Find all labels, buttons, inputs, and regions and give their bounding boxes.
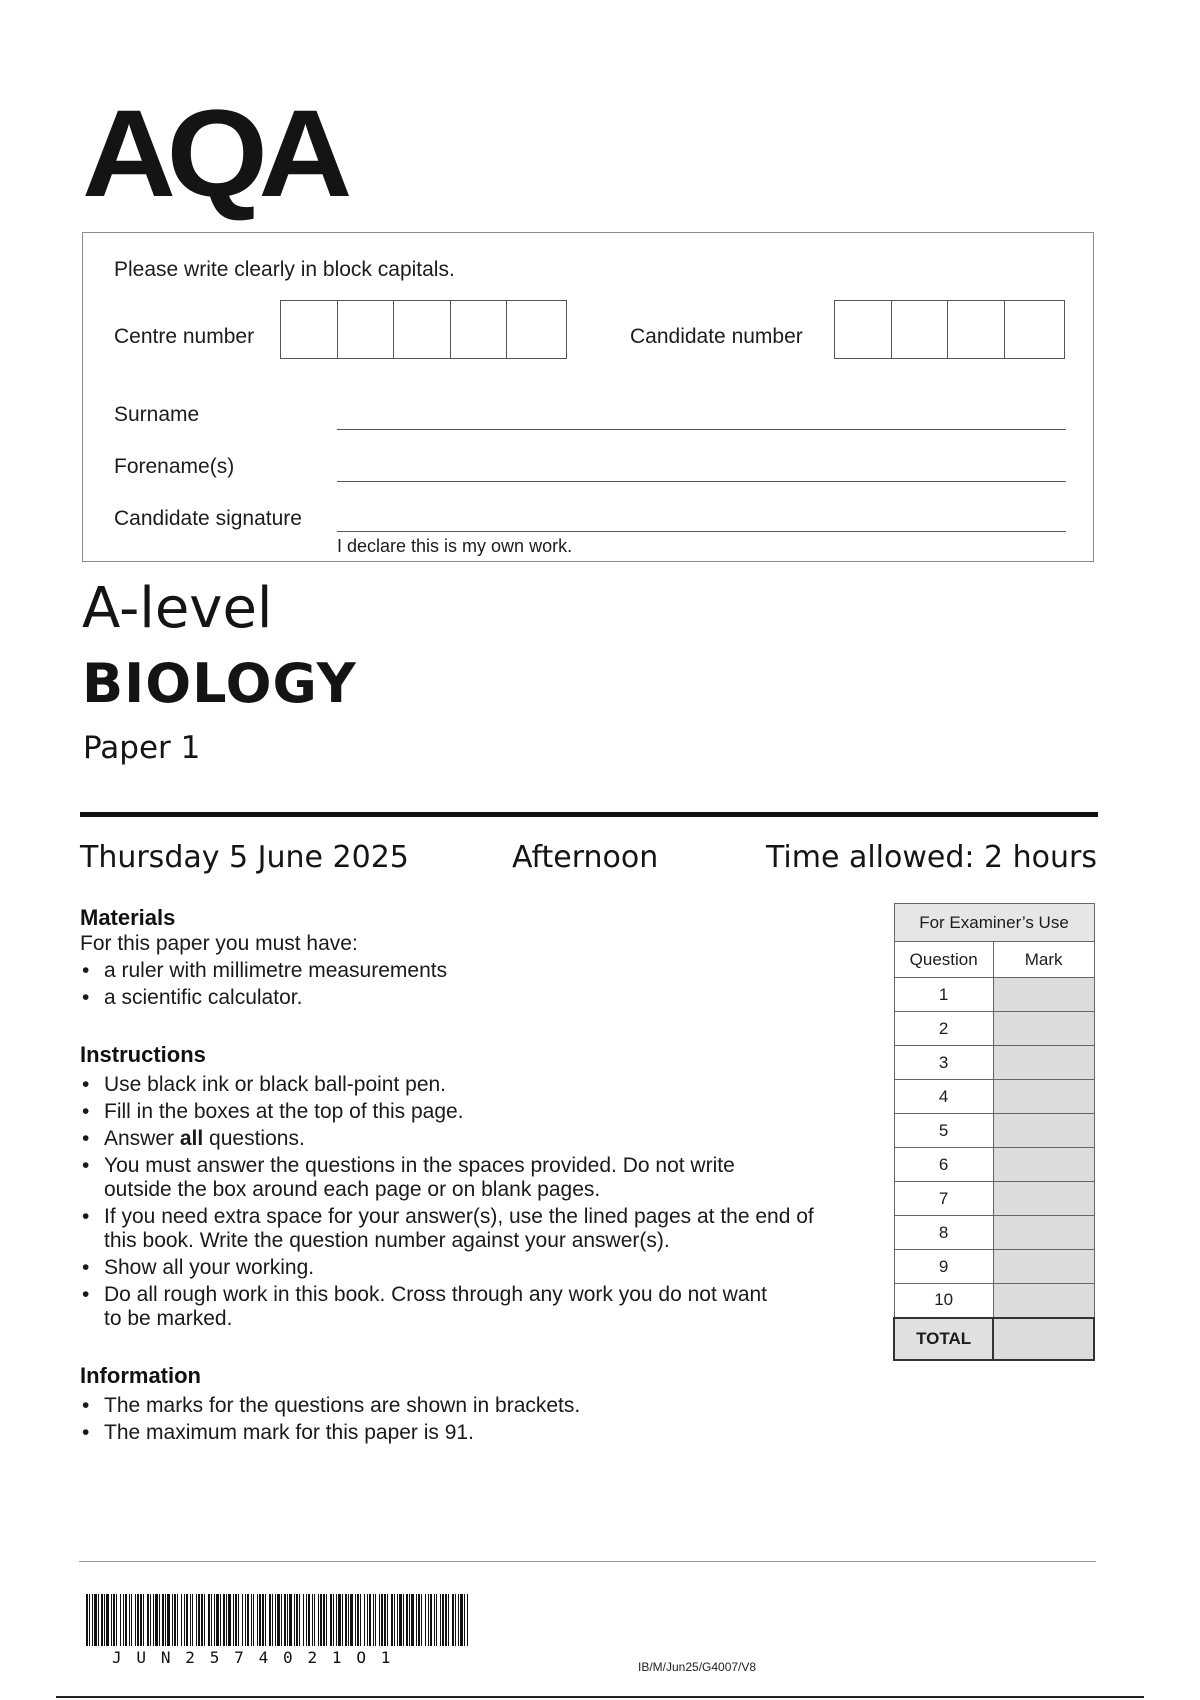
barcode-bar: [364, 1594, 365, 1646]
barcode-bar: [375, 1594, 376, 1646]
barcode-bar: [323, 1594, 325, 1646]
candidate-number-boxes[interactable]: [834, 300, 1065, 359]
mark-cell: [993, 1182, 1094, 1216]
information-section: [80, 1363, 880, 1448]
barcode-bar: [421, 1594, 422, 1646]
mark-cell: [993, 1012, 1094, 1046]
barcode-bar: [147, 1594, 149, 1646]
exam-session: Afternoon: [512, 840, 659, 875]
mark-column-header: Mark: [993, 942, 1094, 978]
barcode-bar: [165, 1594, 166, 1646]
examiner-use-table: [893, 903, 1095, 1361]
barcode-graphic: [86, 1594, 468, 1650]
barcode-bar: [226, 1594, 227, 1646]
time-allowed: Time allowed: 2 hours: [765, 840, 1097, 875]
barcode-bar: [272, 1594, 273, 1646]
barcode-bar: [155, 1594, 158, 1646]
list-item-text: questions.: [203, 1127, 305, 1150]
materials-list: [80, 959, 880, 1010]
barcode-bar: [204, 1594, 205, 1646]
table-row: [894, 1182, 1094, 1216]
surname-label: Surname: [114, 403, 200, 426]
barcode-bar: [430, 1594, 432, 1646]
list-item-line: Do all rough work in this book. Cross through any work you do not want: [104, 1283, 768, 1306]
list-item: [80, 1205, 880, 1253]
list-item: • a ruler with millimetre measurements: [80, 959, 880, 983]
barcode-bar: [320, 1594, 322, 1646]
barcode-bar: [275, 1594, 276, 1646]
table-row: [894, 1080, 1094, 1114]
subject-title: BIOLOGY: [82, 652, 357, 715]
barcode-bar: [318, 1594, 319, 1646]
mark-cell: [993, 1046, 1094, 1080]
mark-cell: [993, 1080, 1094, 1114]
aqa-logo: AQA: [82, 85, 343, 223]
barcode-bar: [235, 1594, 237, 1646]
mark-cell: [993, 978, 1094, 1012]
barcode-bar: [409, 1594, 410, 1646]
question-number: 2: [894, 1012, 993, 1046]
footer-divider: [79, 1561, 1096, 1562]
barcode-digits: JUN2574021O1: [112, 1648, 406, 1667]
forenames-label: Forename(s): [114, 455, 235, 478]
barcode-bar: [153, 1594, 154, 1646]
list-item: [80, 1127, 880, 1151]
barcode-bar: [162, 1594, 164, 1646]
barcode-bar: [259, 1594, 261, 1646]
barcode-bar: [186, 1594, 188, 1646]
barcode-bar: [184, 1594, 185, 1646]
barcode-bar: [113, 1594, 115, 1646]
barcode-bar: [216, 1594, 219, 1646]
barcode-bar: [303, 1594, 304, 1646]
barcode-bar: [181, 1594, 182, 1646]
candidate-details-box: [82, 232, 1094, 562]
barcode-bar: [460, 1594, 463, 1646]
list-item-line: outside the box around each page or on blank pages.: [104, 1178, 601, 1201]
barcode-bar: [338, 1594, 341, 1646]
barcode-bar: [445, 1594, 447, 1646]
declaration-text: I declare this is my own work.: [337, 536, 573, 556]
barcode-bar: [281, 1594, 282, 1646]
barcode-bar: [355, 1594, 356, 1646]
barcode-bar: [284, 1594, 286, 1646]
list-item-line: to be marked.: [104, 1307, 233, 1330]
barcode-bar: [98, 1594, 99, 1646]
barcode-bar: [391, 1594, 393, 1646]
barcode-bar: [143, 1594, 144, 1646]
barcode-bar: [196, 1594, 197, 1646]
list-item: • The maximum mark for this paper is 91.: [80, 1421, 880, 1445]
signature-line[interactable]: [337, 531, 1066, 532]
question-number: 8: [894, 1216, 993, 1250]
barcode-bar: [140, 1594, 142, 1646]
barcode-bar: [198, 1594, 200, 1646]
list-item: • Use black ink or black ball-point pen.: [80, 1073, 880, 1097]
barcode-bar: [348, 1594, 349, 1646]
barcode-bar: [360, 1594, 361, 1646]
barcode-bar: [330, 1594, 332, 1646]
barcode-bar: [214, 1594, 215, 1646]
centre-number-label: Centre number: [114, 325, 255, 348]
barcode-bar: [192, 1594, 193, 1646]
materials-intro: For this paper you must have:: [80, 932, 358, 955]
barcode-bar: [294, 1594, 295, 1646]
barcode-bar: [177, 1594, 178, 1646]
barcode-bar: [425, 1594, 426, 1646]
mark-cell: [993, 1114, 1094, 1148]
instructions-list: [80, 1073, 880, 1331]
barcode-bar: [442, 1594, 444, 1646]
question-number: 9: [894, 1250, 993, 1284]
mark-cell: [993, 1250, 1094, 1284]
list-item: [80, 1154, 880, 1202]
information-heading: Information: [80, 1363, 201, 1388]
barcode-bar: [174, 1594, 176, 1646]
paper-number: Paper 1: [83, 730, 201, 766]
barcode-bar: [228, 1594, 231, 1646]
block-capitals-instruction: Please write clearly in block capitals.: [114, 258, 455, 281]
total-label: TOTAL: [894, 1318, 993, 1360]
centre-number-digit-box[interactable]: [394, 301, 451, 358]
barcode-bar: [245, 1594, 246, 1646]
instructions-section: [80, 1042, 880, 1334]
barcode-bar: [159, 1594, 160, 1646]
barcode-bar: [89, 1594, 90, 1646]
barcode-bar: [131, 1594, 132, 1646]
total-mark-cell: [993, 1318, 1094, 1360]
barcode-bar: [289, 1594, 292, 1646]
barcode-bar: [387, 1594, 388, 1646]
barcode-bar: [336, 1594, 337, 1646]
barcode-bar: [223, 1594, 225, 1646]
barcode-bar: [357, 1594, 359, 1646]
question-number: 4: [894, 1080, 993, 1114]
barcode-bar: [251, 1594, 252, 1646]
emphasis-all: all: [179, 1127, 204, 1150]
list-item: • Show all your working.: [80, 1256, 880, 1280]
barcode-bar: [428, 1594, 429, 1646]
list-item: [80, 1283, 880, 1331]
mark-cell: [993, 1148, 1094, 1182]
barcode-bar: [129, 1594, 130, 1646]
surname-line[interactable]: [337, 429, 1066, 430]
barcode-bar: [455, 1594, 456, 1646]
barcode-bar: [369, 1594, 371, 1646]
barcode-bar: [242, 1594, 243, 1646]
question-number: 6: [894, 1148, 993, 1182]
barcode-bar: [238, 1594, 239, 1646]
barcode-bar: [299, 1594, 300, 1646]
barcode-bar: [399, 1594, 402, 1646]
question-column-header: Question: [894, 942, 993, 978]
list-item: • The marks for the questions are shown in brackets.: [80, 1394, 880, 1418]
barcode-bar: [406, 1594, 408, 1646]
barcode-bar: [172, 1594, 173, 1646]
barcode-bar: [436, 1594, 437, 1646]
centre-number-boxes[interactable]: [280, 300, 567, 359]
barcode-bar: [94, 1594, 97, 1646]
table-row: [894, 1114, 1094, 1148]
signature-label: Candidate signature: [114, 507, 302, 530]
barcode-bar: [116, 1594, 117, 1646]
table-row: [894, 978, 1094, 1012]
barcode-bar: [211, 1594, 212, 1646]
barcode-bar: [201, 1594, 203, 1646]
list-item-line: You must answer the questions in the spaces provided. Do not write: [104, 1154, 735, 1177]
barcode-bar: [384, 1594, 386, 1646]
barcode-bar: [123, 1594, 124, 1646]
barcode-bar: [120, 1594, 121, 1646]
list-item-line: If you need extra space for your answer(s), use the lined pages at the end of: [104, 1205, 814, 1228]
information-list: [80, 1394, 880, 1445]
barcode-bar: [394, 1594, 395, 1646]
barcode-bar: [416, 1594, 417, 1646]
candidate-number-digit-box[interactable]: [892, 301, 949, 358]
exam-date: Thursday 5 June 2025: [80, 840, 409, 875]
table-row: [894, 1148, 1094, 1182]
barcode-bar: [306, 1594, 307, 1646]
materials-heading: Materials: [80, 905, 176, 930]
barcode-bar: [312, 1594, 313, 1646]
barcode-bar: [111, 1594, 112, 1646]
table-row: [894, 1250, 1094, 1284]
barcode-bar: [397, 1594, 398, 1646]
barcode-bar: [233, 1594, 234, 1646]
question-number: 1: [894, 978, 993, 1012]
barcode-bar: [106, 1594, 109, 1646]
barcode-bar: [92, 1594, 93, 1646]
barcode-bar: [350, 1594, 353, 1646]
barcode-bar: [220, 1594, 221, 1646]
table-row: [894, 1046, 1094, 1080]
question-number: 5: [894, 1114, 993, 1148]
barcode-bar: [367, 1594, 368, 1646]
page-bottom-rule: [56, 1696, 1144, 1698]
materials-section: [80, 905, 880, 1013]
table-row: [894, 1012, 1094, 1046]
barcode-bar: [434, 1594, 435, 1646]
barcode-bar: [125, 1594, 127, 1646]
barcode-bar: [247, 1594, 249, 1646]
barcode-bar: [418, 1594, 420, 1646]
barcode-bar: [411, 1594, 414, 1646]
barcode-bar: [452, 1594, 454, 1646]
barcode-bar: [86, 1594, 88, 1646]
centre-number-digit-box[interactable]: [507, 301, 566, 358]
barcode-bar: [379, 1594, 380, 1646]
barcode-bar: [326, 1594, 327, 1646]
list-item-line: this book. Write the question number against your answer(s).: [104, 1229, 670, 1252]
barcode-bar: [342, 1594, 343, 1646]
barcode-bar: [167, 1594, 170, 1646]
list-item-text: Answer: [104, 1127, 180, 1150]
question-number: 10: [894, 1284, 993, 1318]
barcode-bar: [262, 1594, 264, 1646]
barcode-bar: [467, 1594, 468, 1646]
centre-number-digit-box[interactable]: [338, 301, 395, 358]
barcode-bar: [269, 1594, 271, 1646]
barcode-bar: [381, 1594, 383, 1646]
centre-number-digit-box[interactable]: [451, 301, 508, 358]
barcode-bar: [403, 1594, 404, 1646]
list-item: • a scientific calculator.: [80, 986, 880, 1010]
barcode-bar: [190, 1594, 191, 1646]
candidate-number-label: Candidate number: [630, 325, 803, 348]
forenames-line[interactable]: [337, 481, 1066, 482]
paper-reference-code: IB/M/Jun25/G4007/V8: [638, 1660, 757, 1674]
barcode-bar: [257, 1594, 258, 1646]
barcode-bar: [104, 1594, 105, 1646]
barcode-bar: [287, 1594, 288, 1646]
barcode-bar: [440, 1594, 441, 1646]
candidate-number-digit-box[interactable]: [948, 301, 1005, 358]
candidate-number-digit-box[interactable]: [1005, 301, 1064, 358]
barcode-bar: [277, 1594, 280, 1646]
barcode-bar: [345, 1594, 347, 1646]
barcode-bar: [448, 1594, 449, 1646]
table-row: [894, 1216, 1094, 1250]
barcode-bar: [137, 1594, 139, 1646]
candidate-number-digit-box[interactable]: [835, 301, 892, 358]
barcode-bar: [308, 1594, 310, 1646]
barcode-bar: [265, 1594, 266, 1646]
barcode-bar: [208, 1594, 210, 1646]
barcode-bar: [296, 1594, 298, 1646]
total-row: [894, 1318, 1094, 1360]
qualification-level: A-level: [82, 576, 273, 641]
table-row: [894, 1284, 1094, 1318]
barcode-bar: [314, 1594, 315, 1646]
barcode-bar: [458, 1594, 459, 1646]
centre-number-digit-box[interactable]: [281, 301, 338, 358]
barcode-bar: [373, 1594, 374, 1646]
instructions-heading: Instructions: [80, 1042, 206, 1067]
barcode-bar: [253, 1594, 254, 1646]
barcode-bar: [135, 1594, 136, 1646]
question-number: 3: [894, 1046, 993, 1080]
title-divider: [80, 812, 1098, 817]
examiner-use-heading: For Examiner’s Use: [894, 904, 1094, 942]
mark-cell: [993, 1216, 1094, 1250]
mark-cell: [993, 1284, 1094, 1318]
barcode-bar: [333, 1594, 334, 1646]
barcode-bar: [464, 1594, 465, 1646]
barcode-bar: [101, 1594, 103, 1646]
question-number: 7: [894, 1182, 993, 1216]
barcode-bar: [150, 1594, 151, 1646]
list-item: • Fill in the boxes at the top of this page.: [80, 1100, 880, 1124]
